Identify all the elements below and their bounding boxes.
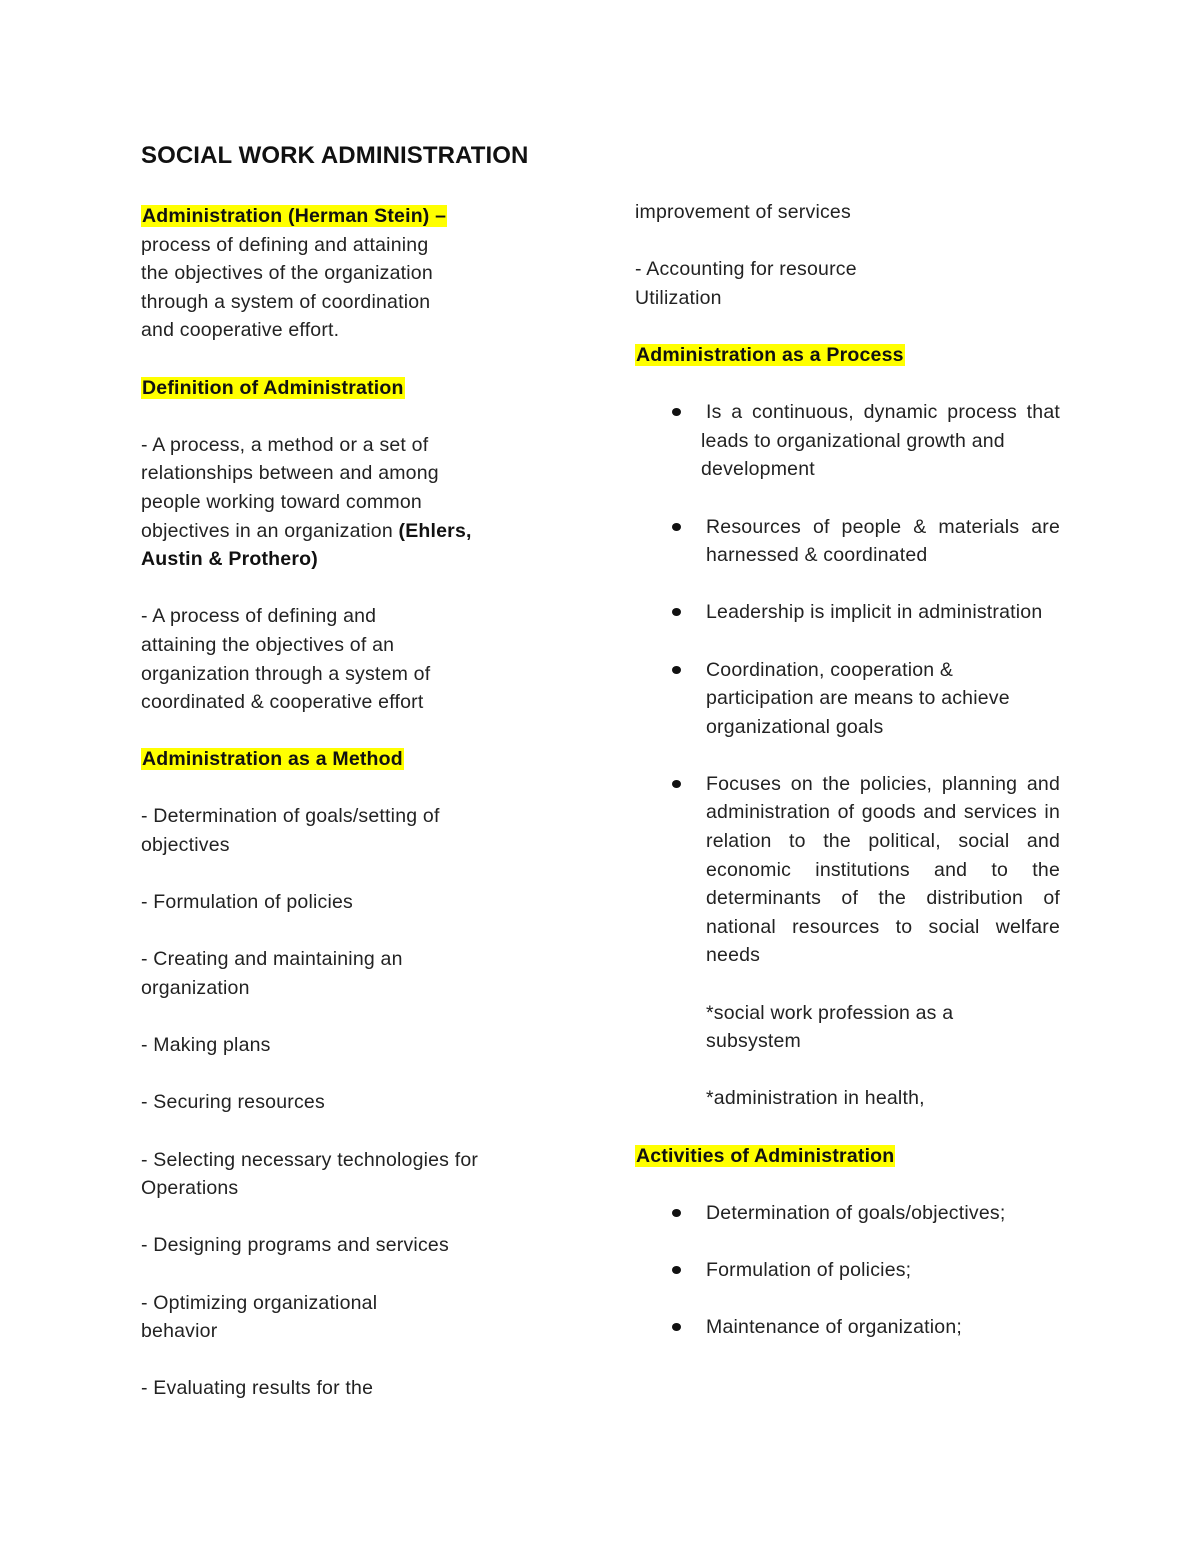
bullet-icon xyxy=(672,1209,681,1217)
bullet-icon xyxy=(672,666,681,674)
method-item-text: - Evaluating results for the xyxy=(141,1377,374,1400)
method-item xyxy=(141,1088,531,1117)
list-item xyxy=(635,770,1060,970)
bullet-icon xyxy=(672,408,681,416)
bullet-icon xyxy=(672,523,681,531)
method-item-text: behavior xyxy=(141,1320,218,1343)
list-item xyxy=(635,1313,1060,1342)
left-column xyxy=(141,202,531,1403)
list-item xyxy=(635,656,1060,742)
list-item-text: development xyxy=(701,458,815,481)
heading-definition: Definition of Administration xyxy=(142,376,404,399)
list-item xyxy=(635,398,1060,484)
list-item-text: leads to organizational growth and xyxy=(701,429,1005,452)
heading-activities: Activities of Administration xyxy=(636,1144,895,1167)
heading-herman-stein: Administration (Herman Stein) – xyxy=(142,205,447,227)
heading-method: Administration as a Method xyxy=(142,748,403,771)
method-item-text: Operations xyxy=(141,1177,239,1200)
method-item-text: - Selecting necessary technologies for xyxy=(141,1148,479,1171)
list-item-text: Focuses on the policies, planning and administration of goods and services in relation to the political, social and economic institutions and to the determinants of the distribution of national resources to social welfare needs xyxy=(706,772,1060,967)
method-item xyxy=(141,1289,531,1346)
bullet-icon xyxy=(672,780,681,788)
activities-list xyxy=(635,1199,1060,1342)
list-item xyxy=(635,1199,1060,1228)
method-item-text: - Formulation of policies xyxy=(141,891,353,914)
note-line: *administration in health, xyxy=(706,1087,925,1110)
stein-definition-line: and cooperative effort. xyxy=(141,319,340,342)
method-item xyxy=(141,1146,531,1203)
method-item-text: - Optimizing organizational xyxy=(141,1291,378,1314)
method-item-text: - Creating and maintaining an xyxy=(141,948,403,971)
list-item-text: Leadership is implicit in administration xyxy=(706,601,1043,624)
bullet-icon xyxy=(672,1266,681,1274)
heading-process: Administration as a Process xyxy=(636,343,904,366)
process-list xyxy=(635,398,1060,970)
continuation-line: improvement of services xyxy=(635,201,851,223)
list-item-text: Determination of goals/objectives; xyxy=(706,1201,1006,1224)
method-item-text: - Making plans xyxy=(141,1034,271,1057)
citation: Austin & Prothero) xyxy=(141,548,318,571)
citation: (Ehlers, xyxy=(398,519,472,542)
method-item-text: - Determination of goals/setting of xyxy=(141,805,440,828)
list-item-text: Resources of people & materials are harnessed & coordinated xyxy=(706,515,1060,567)
bullet-icon xyxy=(672,608,681,616)
list-item xyxy=(635,598,1060,627)
list-item-text: Is a continuous, dynamic process that xyxy=(706,401,1060,424)
method-item xyxy=(141,888,531,917)
method-item-text: - Securing resources xyxy=(141,1091,325,1114)
method-item xyxy=(141,1031,531,1060)
continuation-line: Utilization xyxy=(635,286,722,309)
list-item xyxy=(635,513,1060,570)
method-item-text: organization xyxy=(141,977,250,1000)
definition-line: relationships between and among xyxy=(141,462,439,485)
list-item-text: Coordination, cooperation & participation are means to achieve organizational goals xyxy=(706,658,1010,738)
stein-definition-line: through a system of coordination xyxy=(141,290,431,313)
note-line: subsystem xyxy=(706,1030,801,1053)
continuation-line: - Accounting for resource xyxy=(635,258,857,281)
method-item xyxy=(141,802,531,859)
bullet-icon xyxy=(672,1323,681,1331)
definition-line: attaining the objectives of an xyxy=(141,633,395,656)
definition-line: people working toward common xyxy=(141,490,422,513)
method-item-text: objectives xyxy=(141,834,230,857)
definition-line: coordinated & cooperative effort xyxy=(141,691,424,714)
list-item xyxy=(635,1256,1060,1285)
note-line: *social work profession as a xyxy=(706,1001,954,1024)
definition-line: organization through a system of xyxy=(141,662,431,685)
definition-line: objectives in an organization xyxy=(141,519,399,542)
stein-definition-line: process of defining and attaining xyxy=(141,233,429,256)
definition-line: - A process of defining and xyxy=(141,605,377,628)
list-item-text: Maintenance of organization; xyxy=(706,1316,963,1339)
list-item-text: Formulation of policies; xyxy=(706,1258,912,1281)
method-item xyxy=(141,945,531,1002)
method-item-text: - Designing programs and services xyxy=(141,1234,449,1257)
right-column xyxy=(635,198,1060,1370)
stein-definition-line: the objectives of the organization xyxy=(141,262,433,285)
page-title: SOCIAL WORK ADMINISTRATION xyxy=(141,142,529,169)
definition-line: - A process, a method or a set of xyxy=(141,433,429,456)
method-item xyxy=(141,1374,531,1403)
method-item xyxy=(141,1231,531,1260)
